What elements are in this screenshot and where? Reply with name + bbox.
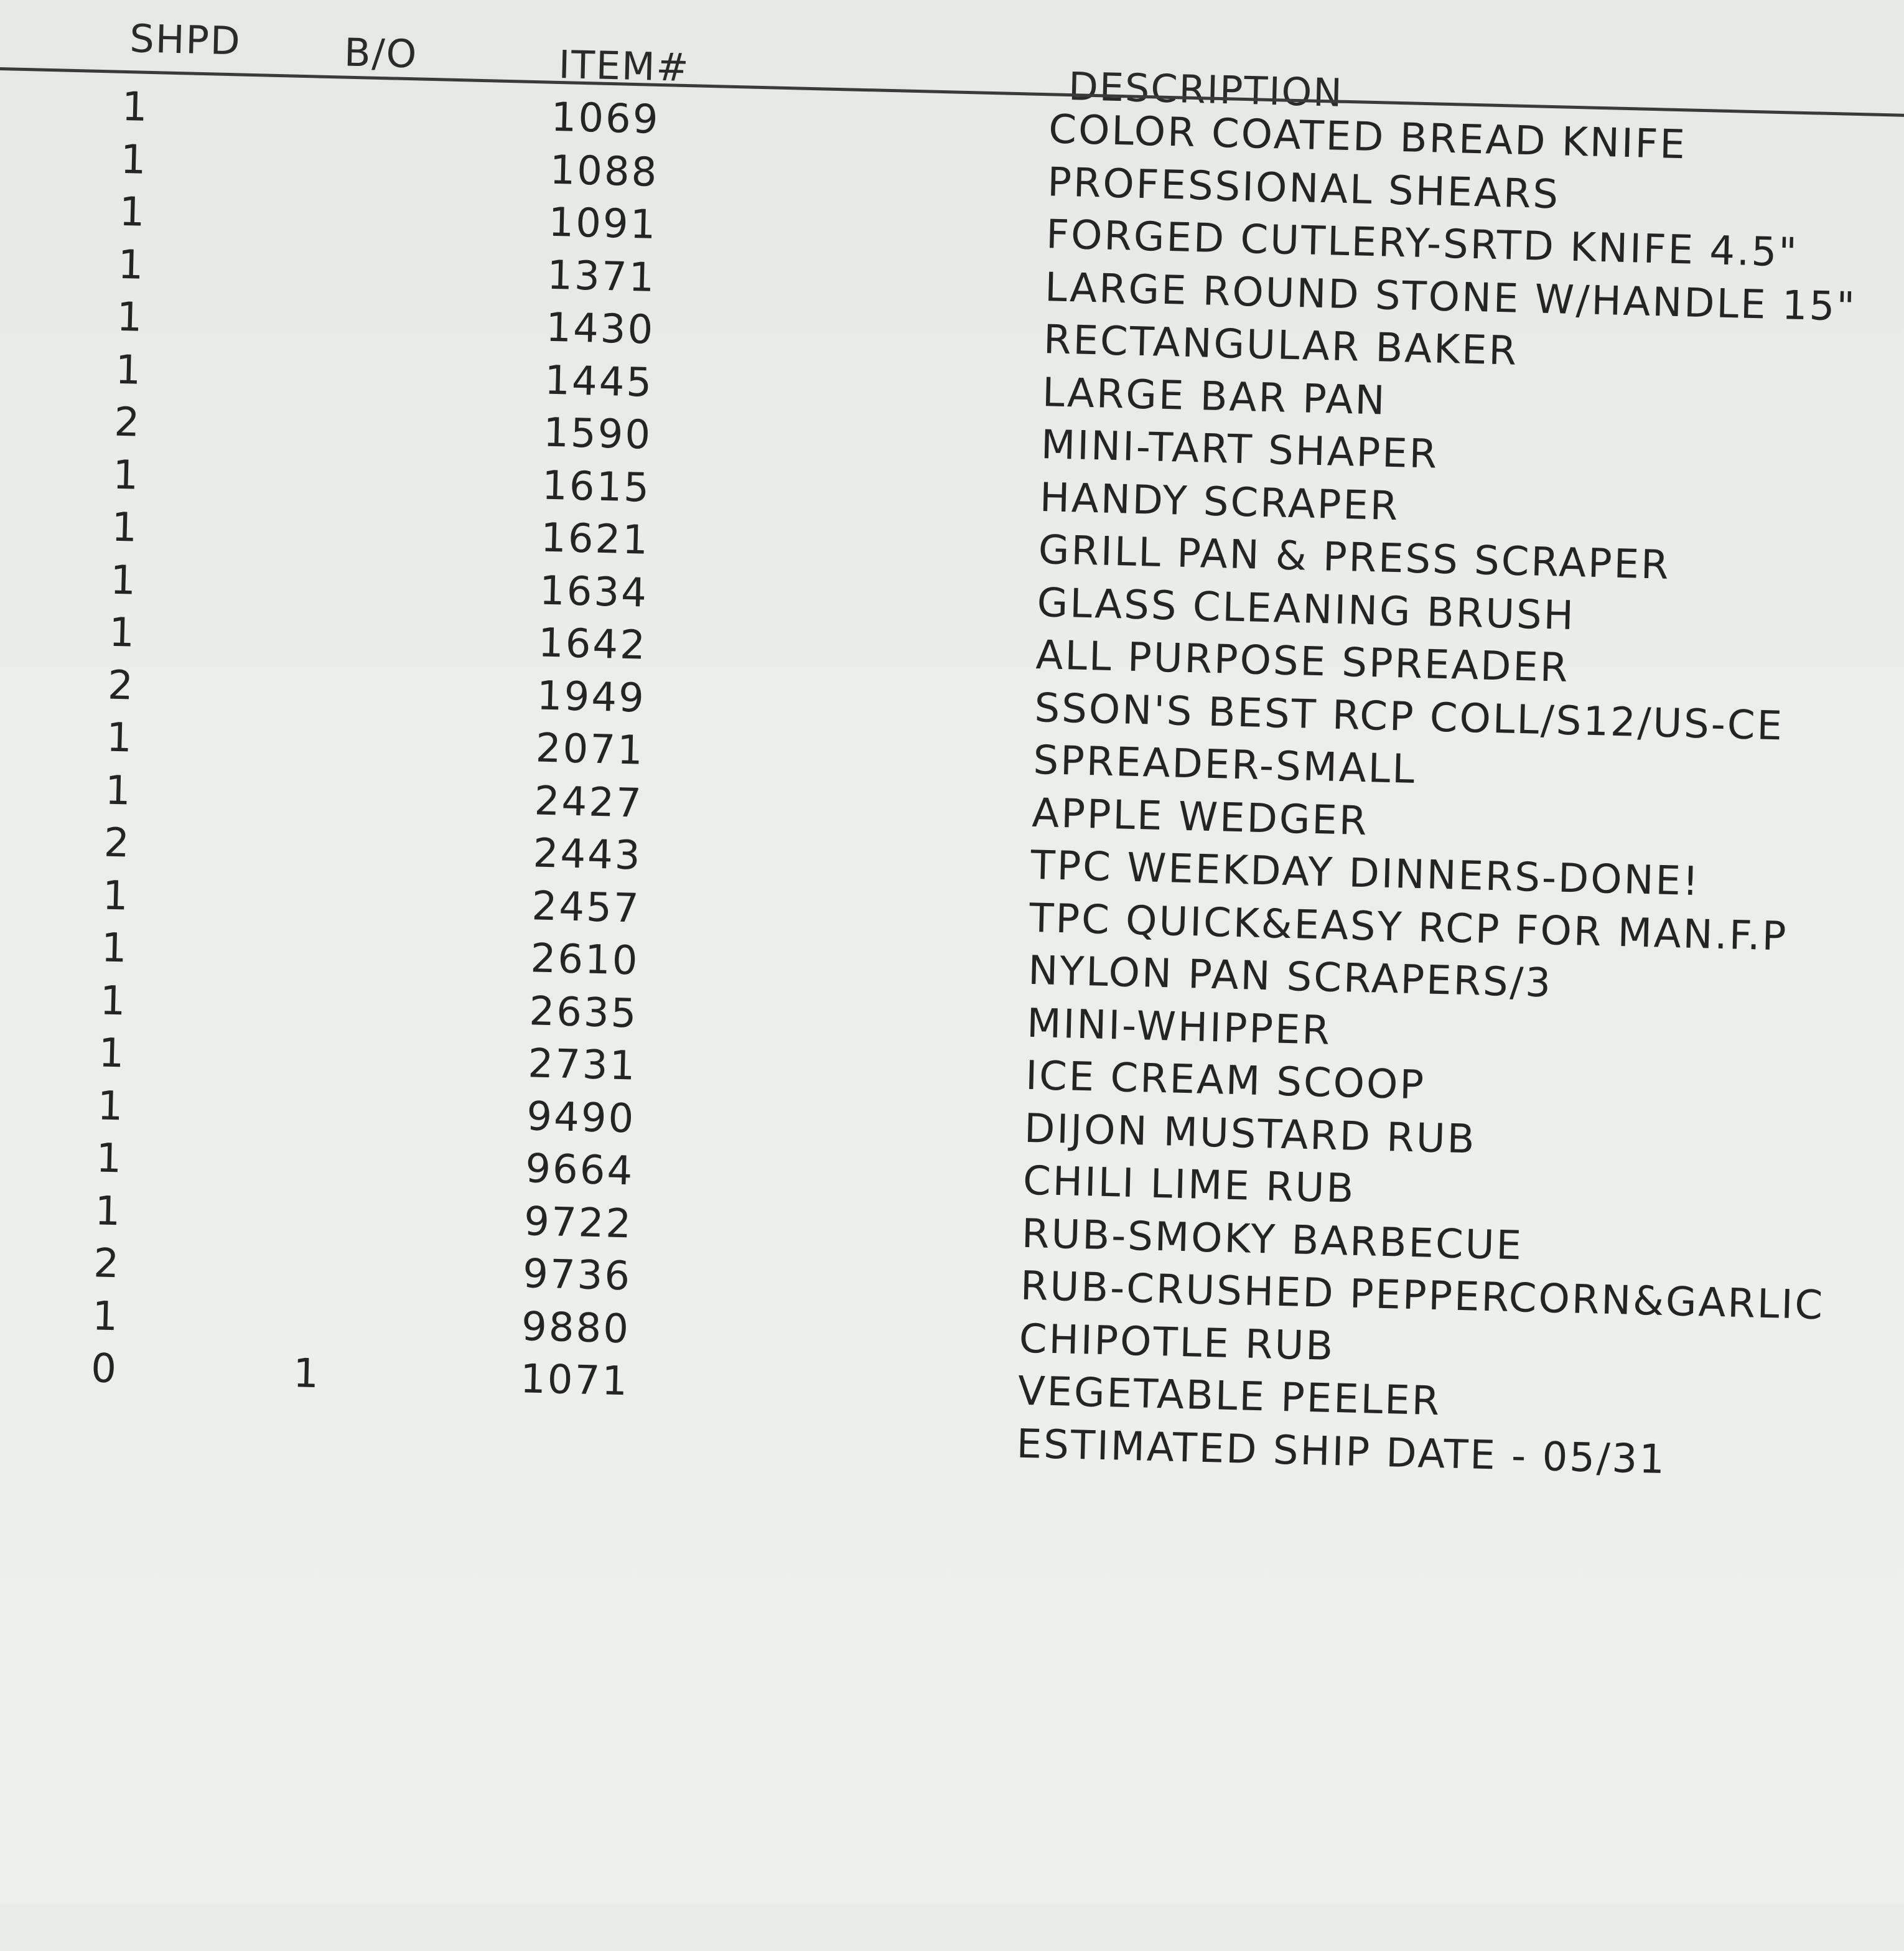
item-number-cell: 1088	[549, 147, 660, 196]
description-cell: TPC WEEKDAY DINNERS-DONE!	[1030, 842, 1701, 905]
item-number-cell: 2635	[528, 988, 639, 1037]
shpd-cell: 1	[111, 504, 139, 551]
item-number-cell: 1949	[536, 672, 646, 722]
shpd-cell: 1	[98, 1030, 127, 1077]
item-number-cell: 1430	[545, 304, 656, 353]
description-cell: CHIPOTLE RUB	[1019, 1316, 1336, 1370]
shpd-cell: 1	[106, 714, 134, 762]
shpd-cell: 1	[95, 1135, 124, 1182]
shpd-cell: 1	[96, 1082, 126, 1130]
item-number-cell: 1642	[538, 620, 648, 669]
item-number-cell: 1634	[539, 567, 649, 617]
shpd-cell: 2	[113, 399, 142, 446]
item-number-cell: 2610	[530, 935, 640, 985]
description-cell: COLOR COATED BREAD KNIFE	[1048, 106, 1687, 169]
description-cell: MINI-WHIPPER	[1026, 1000, 1332, 1054]
item-number-cell: 1071	[520, 1356, 630, 1405]
description-cell: RUB-CRUSHED PEPPERCORN&GARLIC	[1020, 1263, 1825, 1329]
description-cell: ALL PURPOSE SPREADER	[1035, 632, 1570, 691]
shpd-cell: 1	[110, 557, 138, 604]
estimated-ship-date-note: ESTIMATED SHIP DATE - 05/31	[1015, 1421, 1667, 1483]
shpd-cell: 1	[119, 136, 149, 184]
header-item: ITEM#	[558, 41, 691, 91]
description-cell: SPREADER-SMALL	[1032, 737, 1417, 793]
item-number-cell: 2427	[533, 777, 644, 827]
shpd-cell: 1	[101, 872, 131, 920]
description-cell: LARGE BAR PAN	[1042, 369, 1388, 424]
item-number-cell: 1371	[546, 252, 657, 301]
description-cell: NYLON PAN SCRAPERS/3	[1027, 947, 1553, 1007]
header-shpd: SHPD	[129, 16, 242, 64]
description-cell: GRILL PAN & PRESS SCRAPER	[1037, 527, 1671, 589]
description-cell: SSON'S BEST RCP COLL/S12/US-CE	[1034, 685, 1785, 749]
item-number-cell: 1445	[544, 357, 655, 406]
description-cell: LARGE ROUND STONE W/HANDLE 15"	[1044, 264, 1857, 330]
description-cell: GLASS CLEANING BRUSH	[1036, 579, 1576, 639]
item-number-cell: 1091	[548, 199, 658, 248]
description-cell: MINI-TART SHAPER	[1040, 422, 1439, 478]
shpd-cell: 2	[103, 820, 132, 867]
header-description: DESCRIPTION	[1068, 63, 1344, 116]
item-number-cell: 9664	[525, 1146, 635, 1195]
bo-cell: 1	[292, 1350, 321, 1398]
item-number-cell: 2731	[527, 1041, 638, 1090]
description-cell: APPLE WEDGER	[1031, 790, 1370, 844]
item-number-cell: 1590	[543, 409, 653, 459]
shpd-cell: 1	[117, 241, 146, 289]
item-number-cell: 9722	[523, 1198, 634, 1247]
shpd-cell: 1	[116, 294, 145, 341]
description-cell: ICE CREAM SCOOP	[1025, 1052, 1426, 1109]
item-number-cell: 2457	[531, 882, 642, 932]
description-cell: RECTANGULAR BAKER	[1043, 317, 1519, 375]
description-cell: PROFESSIONAL SHEARS	[1047, 159, 1561, 218]
description-cell: FORGED CUTLERY-SRTD KNIFE 4.5"	[1045, 212, 1799, 276]
shpd-cell: 1	[94, 1187, 123, 1235]
shpd-cell: 1	[91, 1293, 120, 1340]
shpd-cell: 0	[90, 1345, 119, 1393]
description-cell: RUB-SMOKY BARBECUE	[1021, 1210, 1524, 1269]
header-bo: B/O	[343, 29, 419, 77]
item-number-cell: 2071	[534, 725, 645, 774]
item-number-cell: 1069	[550, 94, 661, 143]
shpd-cell: 2	[107, 662, 136, 709]
shpd-cell: 1	[121, 83, 150, 131]
shpd-cell: 1	[114, 347, 144, 394]
description-cell: VEGETABLE PEELER	[1017, 1368, 1442, 1425]
item-number-cell: 1615	[541, 462, 651, 512]
item-number-cell: 2443	[532, 830, 643, 879]
item-number-cell: 9490	[526, 1093, 637, 1142]
description-cell: DIJON MUSTARD RUB	[1024, 1105, 1477, 1163]
description-cell: HANDY SCRAPER	[1039, 474, 1401, 530]
shpd-cell: 1	[100, 925, 129, 972]
shpd-cell: 1	[105, 767, 133, 815]
shpd-cell: 1	[99, 977, 128, 1024]
item-number-cell: 1621	[540, 515, 650, 564]
description-cell: TPC QUICK&EASY RCP FOR MAN.F.P	[1029, 895, 1789, 960]
shpd-cell: 2	[93, 1240, 122, 1288]
shpd-cell: 1	[112, 452, 141, 499]
description-cell: CHILI LIME RUB	[1022, 1158, 1356, 1212]
shpd-cell: 1	[108, 609, 137, 657]
shpd-cell: 1	[118, 189, 147, 236]
item-number-cell: 9736	[522, 1251, 632, 1300]
item-number-cell: 9880	[521, 1303, 631, 1352]
